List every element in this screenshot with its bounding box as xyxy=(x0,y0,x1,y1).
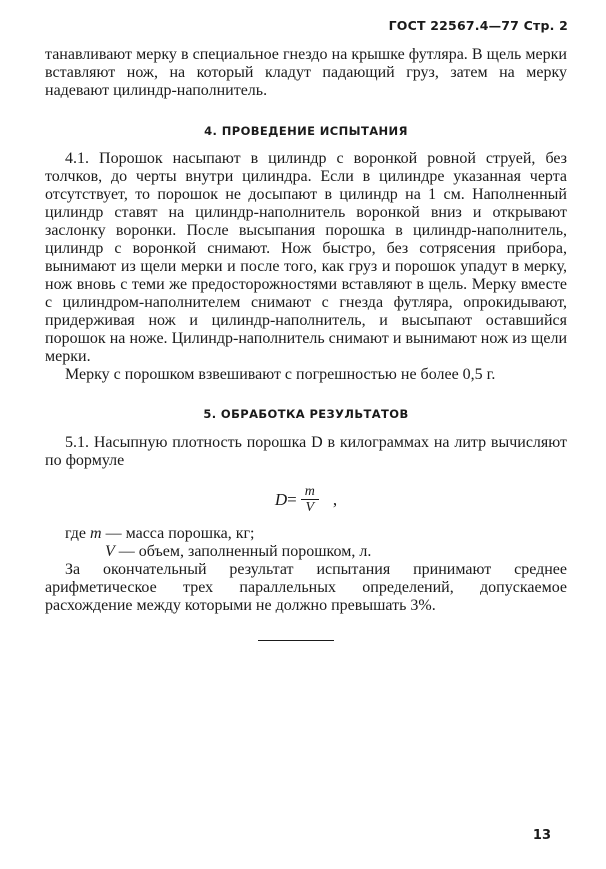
section-5-heading: 5. ОБРАБОТКА РЕЗУЛЬТАТОВ xyxy=(203,407,409,421)
section-5-paragraph-1: 5.1. Насыпную плотность порошка D в килограммах на литр вычисляют по формуле xyxy=(45,434,567,469)
variable-v-text: — объем, заполненный порошком, л. xyxy=(118,543,372,560)
document-body xyxy=(45,46,567,615)
section-4-heading: 4. ПРОВЕДЕНИЕ ИСПЫТАНИЯ xyxy=(204,124,408,138)
section-4-paragraph-1: 4.1. Порошок насыпают в цилиндр с воронкой ровной струей, без толчков, до черты внутри цилиндра. Если в цилиндре указанная черта отсутствует, то порошок не досыпают в цилиндр на 1 см. Наполненный цилиндр ставят на цилиндр-наполнитель воронкой вниз и открывают заслонку воронки. После высыпания порошка в цилиндр-наполнитель, цилиндр с воронкой снимают. Нож быстро, без сотрясения прибора, вынимают из щели мерки и после того, как груз и порошок упадут в мерку, нож вновь с теми же предосторожностями вставляют в щель. Мерку вместе с цилиндром-наполнителем снимают с гнезда футляра, опрокидывают, придерживая нож и цилиндр-наполнитель, и высыпают оставшийся порошок на ноже. Цилиндр-наполнитель снимают и вынимают нож из щели мерки. xyxy=(45,150,567,365)
variable-m-text: — масса порошка, кг; xyxy=(105,525,255,542)
section-4-paragraph-2: Мерку с порошком взвешивают с погрешностью не более 0,5 г. xyxy=(65,366,496,383)
formula-fraction xyxy=(301,484,319,515)
where-prefix: где xyxy=(65,525,87,542)
section-5-paragraph-2: За окончательный результат испытания принимают среднее арифметическое трех параллельных определений, допускаемое расхождение между которыми не должно превышать 3%. xyxy=(45,561,567,614)
variable-m: m xyxy=(90,525,102,542)
formula-lhs: D xyxy=(274,489,288,509)
variable-m-definition xyxy=(45,525,567,543)
formula-comma: , xyxy=(332,489,338,509)
formula-numerator: m xyxy=(301,484,319,500)
formula-denominator: V xyxy=(305,500,315,515)
variable-v: V xyxy=(105,543,115,560)
variable-v-definition xyxy=(45,543,567,561)
formula-equals: = xyxy=(287,489,297,509)
page-number: 13 xyxy=(532,828,551,843)
intro-paragraph: танавливают мерку в специальное гнездо на крышке футляра. В щель мерки вставляют нож, на который кладут падающий груз, затем на мерку надевают цилиндр-наполнитель. xyxy=(45,46,567,99)
end-rule xyxy=(258,640,334,641)
density-formula xyxy=(45,484,567,515)
page-header: ГОСТ 22567.4—77 Стр. 2 xyxy=(388,18,568,33)
